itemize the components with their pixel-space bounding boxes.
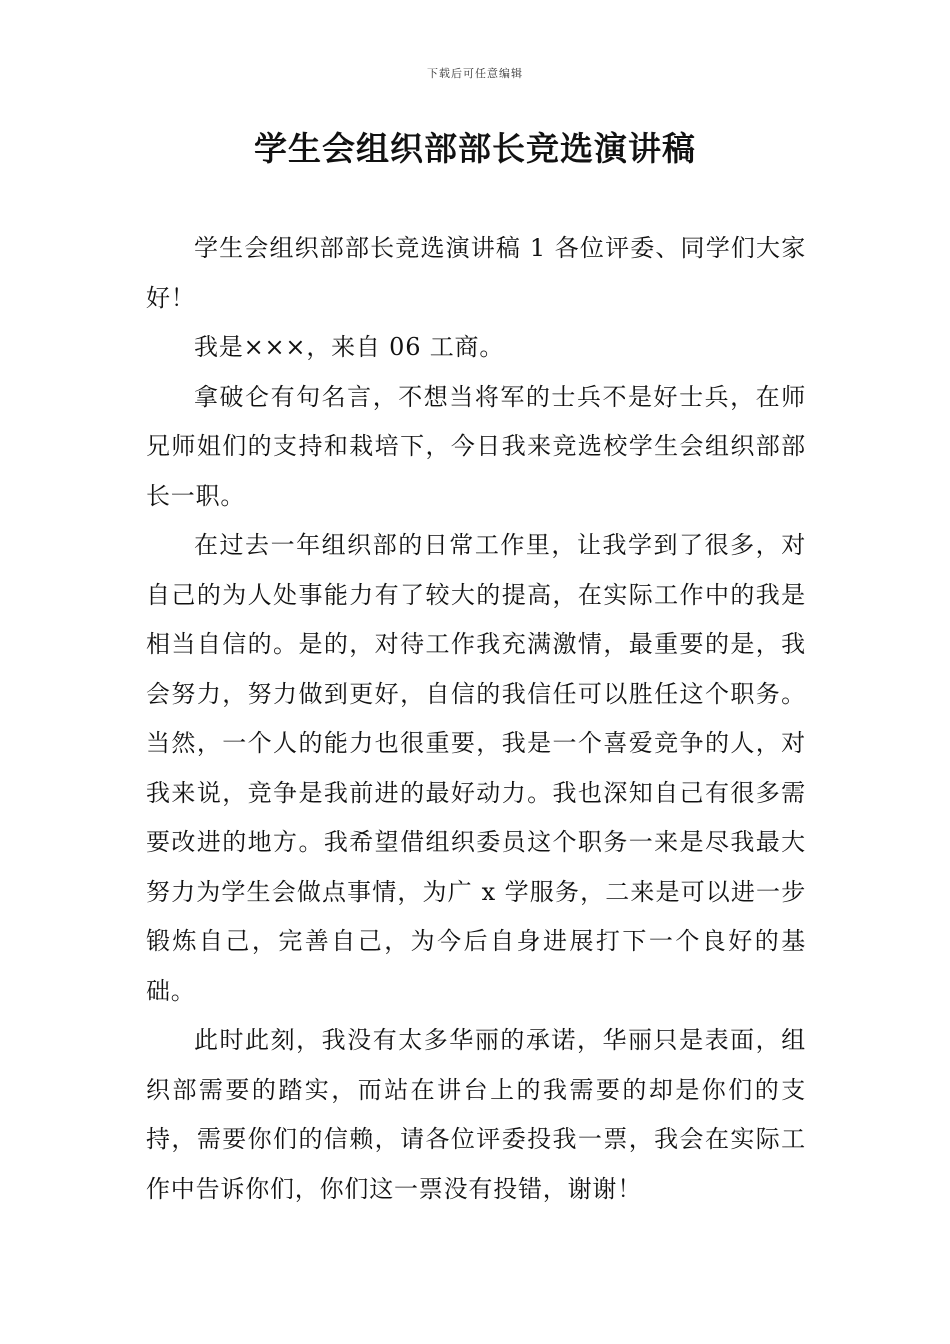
header-note: 下载后可任意编辑 <box>427 67 523 80</box>
paragraph: 我是×××，来自 06 工商。 <box>194 333 505 361</box>
paragraph: 拿破仑有句名言，不想当将军的士兵不是好士兵，在师兄师姐们的支持和栽培下，今日我来竞选校学生会组织部部长一职。 <box>146 382 806 510</box>
paragraph: 学生会组织部部长竞选演讲稿 1 各位评委、同学们大家好！ <box>146 234 806 312</box>
paragraph: 在过去一年组织部的日常工作里，让我学到了很多，对自己的为人处事能力有了较大的提高，在实际工作中的我是相当自信的。是的，对待工作我充满激情，最重要的是，我会努力，努力做到更好，自信的我信任可以胜任这个职务。当然，一个人的能力也很重要，我是一个喜爱竞争的人，对我来说，竞争是我前进的最好动力。我也深知自己有很多需要改进的地方。我希望借组织委员这个职务一来是尽我最大努力为学生会做点事情，为广 x 学服务，二来是可以进一步锻炼自己，完善自己，为今后自身进展打下一个良好的基础。 <box>146 531 806 1005</box>
document-title: 学生会组织部部长竞选演讲稿 <box>254 129 696 168</box>
document-body <box>146 224 806 1214</box>
paragraph: 此时此刻，我没有太多华丽的承诺，华丽只是表面，组织部需要的踏实，而站在讲台上的我需要的却是你们的支持，需要你们的信赖，请各位评委投我一票，我会在实际工作中告诉你们，你们这一票没有投错，谢谢！ <box>146 1026 806 1203</box>
